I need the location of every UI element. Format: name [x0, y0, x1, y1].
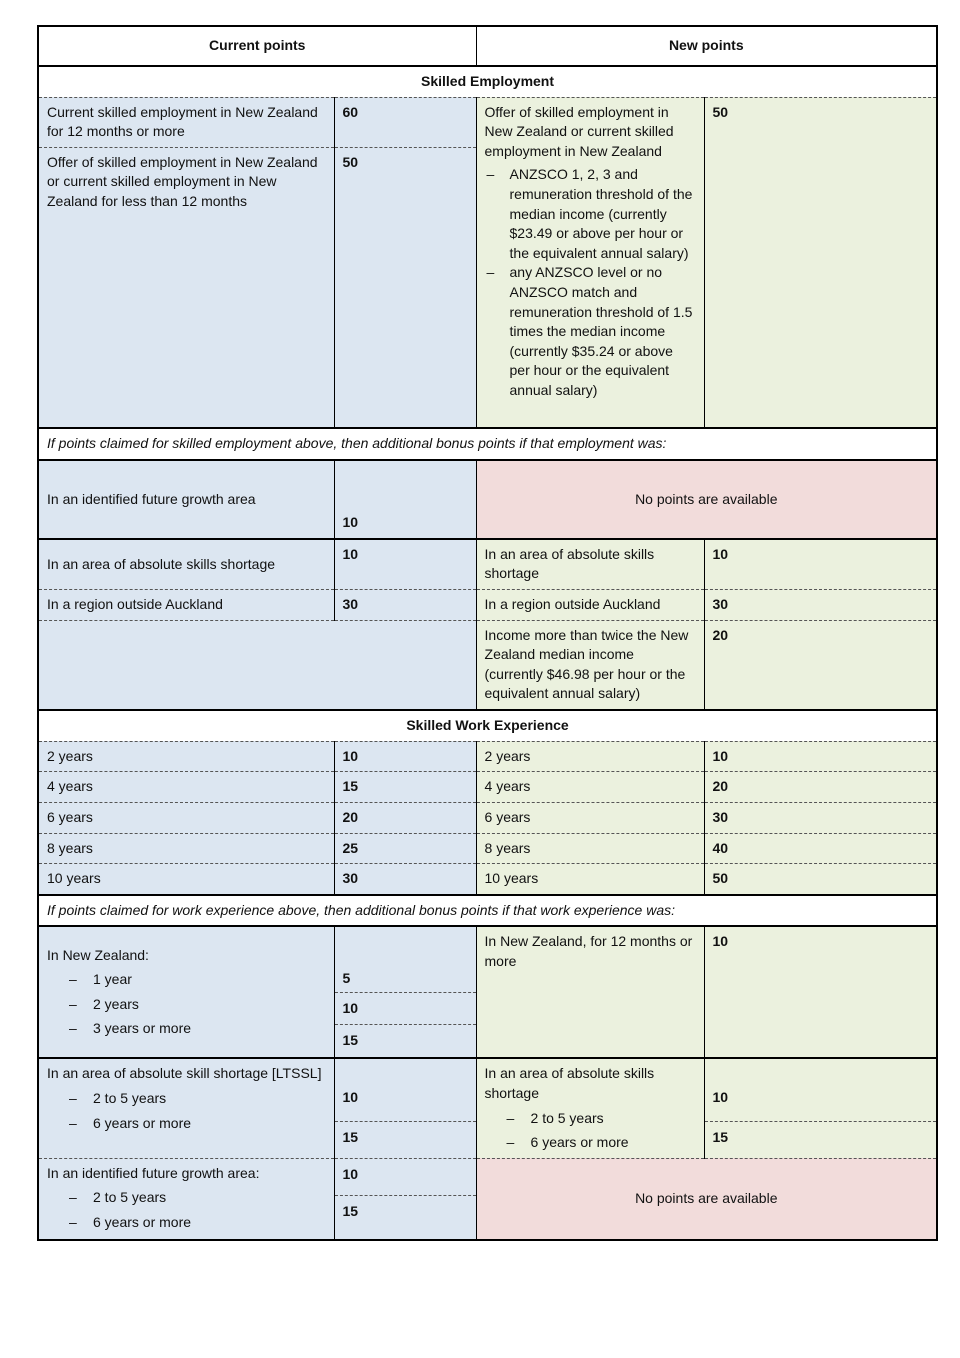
experience-new-label: 8 years	[476, 833, 704, 864]
experience-new-points: 40	[704, 833, 937, 864]
employment-current-less-12-months-points: 50	[334, 147, 476, 428]
exp-bonus-shortage-item: – 6 years or more	[67, 1114, 326, 1134]
section-skilled-employment: Skilled Employment	[38, 66, 937, 97]
exp-bonus-shortage-current-label: In an area of absolute skill shortage [LTSSL]	[47, 1065, 322, 1082]
exp-bonus-shortage-new-item: – 6 years or more	[505, 1133, 696, 1153]
bonus-future-growth-label: In an identified future growth area	[38, 460, 334, 539]
exp-bonus-shortage-current-cell	[38, 1058, 334, 1158]
employment-new-offer-cell	[476, 97, 704, 428]
employment-bonus-note: If points claimed for skilled employment above, then additional bonus points if that employment was:	[38, 428, 937, 460]
bonus-income-new-points: 20	[704, 620, 937, 710]
experience-new-label: 10 years	[476, 864, 704, 895]
experience-current-points: 30	[334, 864, 476, 895]
experience-current-label: 4 years	[38, 772, 334, 803]
header-current-points: Current points	[38, 26, 476, 66]
bonus-shortage-new-label: In an area of absolute skills shortage	[476, 539, 704, 590]
exp-bonus-nz-current-points-cell	[334, 926, 476, 1058]
exp-bonus-shortage-points: 15	[342, 1129, 359, 1146]
exp-bonus-shortage-new-points: 10	[712, 1088, 729, 1105]
bonus-future-growth-no-points: No points are available	[476, 460, 937, 539]
bonus-shortage-new-points: 10	[704, 539, 937, 590]
exp-bonus-nz-new-label: In New Zealand, for 12 months or more	[476, 926, 704, 1058]
bonus-region-new-label: In a region outside Auckland	[476, 590, 704, 621]
exp-bonus-nz-item: – 2 years	[67, 995, 326, 1015]
employment-new-offer-points: 50	[704, 97, 937, 428]
experience-new-points: 50	[704, 864, 937, 895]
exp-bonus-shortage-new-label: In an area of absolute skills shortage	[484, 1065, 655, 1101]
bonus-income-new-label: Income more than twice the New Zealand median income (currently $46.98 per hour or the equivalent annual salary)	[476, 620, 704, 710]
exp-bonus-growth-no-points: No points are available	[476, 1158, 937, 1240]
experience-new-points: 10	[704, 741, 937, 772]
exp-bonus-growth-current-items	[47, 1188, 326, 1232]
exp-bonus-nz-points: 15	[342, 1032, 359, 1049]
exp-bonus-nz-current-label: In New Zealand:	[47, 946, 149, 963]
bonus-region-current-points: 30	[334, 590, 476, 621]
exp-bonus-nz-current-items	[47, 970, 326, 1039]
exp-bonus-nz-item: – 1 year	[67, 970, 326, 990]
bonus-shortage-current-label: In an area of absolute skills shortage	[38, 539, 334, 590]
bonus-income-current-empty	[38, 620, 476, 710]
experience-current-label: 2 years	[38, 741, 334, 772]
exp-bonus-shortage-new-item: – 2 to 5 years	[505, 1109, 696, 1129]
points-comparison-document	[37, 25, 936, 1241]
exp-bonus-growth-current-cell	[38, 1158, 334, 1240]
exp-bonus-nz-points: 10	[342, 1000, 359, 1017]
experience-current-points: 10	[334, 741, 476, 772]
exp-bonus-growth-points: 15	[342, 1202, 359, 1219]
exp-bonus-nz-points: 5	[342, 969, 351, 986]
bonus-region-current-label: In a region outside Auckland	[38, 590, 334, 621]
employment-new-bullet: – any ANZSCO level or no ANZSCO match and remuneration threshold of 1.5 times the median income (currently $35.24 or above per hour or the equivalent annual salary)	[485, 263, 696, 400]
exp-bonus-nz-current-cell	[38, 926, 334, 1058]
exp-bonus-shortage-new-points: 15	[712, 1129, 729, 1146]
exp-bonus-nz-item: – 3 years or more	[67, 1019, 326, 1039]
experience-new-label: 4 years	[476, 772, 704, 803]
experience-bonus-note: If points claimed for work experience above, then additional bonus points if that work experience was:	[38, 895, 937, 927]
experience-current-points: 25	[334, 833, 476, 864]
exp-bonus-growth-item: – 6 years or more	[67, 1213, 326, 1233]
experience-current-label: 8 years	[38, 833, 334, 864]
exp-bonus-shortage-current-points-cell	[334, 1058, 476, 1158]
exp-bonus-growth-current-points-cell	[334, 1158, 476, 1240]
exp-bonus-shortage-item: – 2 to 5 years	[67, 1089, 326, 1109]
section-skilled-work-experience: Skilled Work Experience	[38, 710, 937, 741]
experience-new-label: 2 years	[476, 741, 704, 772]
bonus-shortage-current-points: 10	[334, 539, 476, 590]
experience-current-label: 6 years	[38, 802, 334, 833]
exp-bonus-shortage-new-cell	[476, 1058, 704, 1158]
experience-new-points: 20	[704, 772, 937, 803]
exp-bonus-nz-new-points: 10	[704, 926, 937, 1058]
experience-new-label: 6 years	[476, 802, 704, 833]
experience-current-points: 15	[334, 772, 476, 803]
employment-new-bullets	[485, 165, 696, 400]
exp-bonus-growth-item: – 2 to 5 years	[67, 1188, 326, 1208]
exp-bonus-growth-points: 10	[342, 1165, 359, 1182]
bonus-region-new-points: 30	[704, 590, 937, 621]
employment-current-12-months-points: 60	[334, 97, 476, 147]
exp-bonus-growth-current-label: In an identified future growth area:	[47, 1164, 260, 1181]
points-table	[37, 25, 938, 1241]
employment-new-offer-label: Offer of skilled employment in New Zealand or current skilled employment in New Zealand	[484, 103, 674, 159]
exp-bonus-shortage-new-items	[485, 1109, 696, 1153]
experience-current-label: 10 years	[38, 864, 334, 895]
experience-current-points: 20	[334, 802, 476, 833]
employment-new-bullet: – ANZSCO 1, 2, 3 and remuneration threshold of the median income (currently $23.49 or above per hour or the equivalent annual salary)	[485, 165, 696, 263]
exp-bonus-shortage-points: 10	[342, 1088, 359, 1105]
employment-current-12-months-label: Current skilled employment in New Zealand for 12 months or more	[38, 97, 334, 147]
employment-current-less-12-months-label: Offer of skilled employment in New Zealand or current skilled employment in New Zealand for less than 12 months	[38, 147, 334, 428]
experience-new-points: 30	[704, 802, 937, 833]
bonus-future-growth-points: 10	[334, 460, 476, 539]
exp-bonus-shortage-new-points-cell	[704, 1058, 937, 1158]
header-new-points: New points	[476, 26, 937, 66]
exp-bonus-shortage-current-items	[47, 1089, 326, 1133]
